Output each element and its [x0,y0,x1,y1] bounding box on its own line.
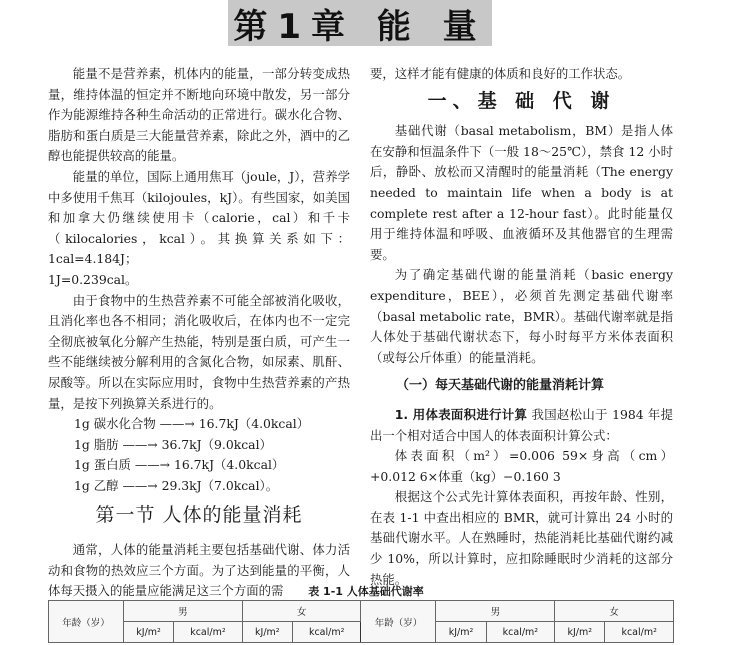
subsection-title: （一）每天基础代谢的能量消耗计算 [396,378,605,394]
chapter-header-band [228,0,492,46]
unit-kcal-header: kcal/m² [486,622,555,643]
heading-basal-metabolism: 一、基 础 代 谢 [427,89,616,112]
section-title: 第一节 人体的能量消耗 [95,504,303,527]
conversion-line: 1g 脂肪 ——→ 36.7kJ（9.0kcal） [74,436,272,452]
paragraph [370,405,673,446]
unit-kj-header: kJ/m² [436,622,486,643]
paragraph: 要，这样才能有健康的体质和良好的工作状态。 [370,66,631,81]
right-column [370,64,673,590]
paragraph: 基础代谢（basal metabolism，BM）是指人体在安静和恒温条件下（一般 18～25℃），禁食 12 小时后，静卧、放松而又清醒时的能量消耗（The energy needed to maintain life when a body is at complete rest after a 12-hour fast）。此时能量仅用于维持体温和呼吸、血液循环及其他器官的生理需要。 [370,123,673,262]
formula: 体表面积（m²）=0.006 59×身高（cm）+0.012 6×体重（kg）−0.160 3 [370,448,673,484]
unit-kcal-header: kcal/m² [292,622,361,643]
female-header: 女 [555,601,674,622]
male-header: 男 [436,601,555,622]
method-text: 我国赵松山于 1984 年提出一个相对适合中国人的体表面积计算公式： [370,406,673,443]
paragraph: 根据这个公式先计算体表面积，再按年龄、性别，在表 1-1 中查出相应的 BMR，就可计算出 24 小时的基础代谢水平。人在熟睡时，热能消耗比基础代谢约减少 10%，所以计算时，应扣除睡眠时少消耗的这部分热能。 [370,489,673,587]
age-header: 年龄（岁） [49,601,124,643]
table-caption: 表 1-1 人体基础代谢率 [308,585,424,598]
table-header-row [49,601,674,622]
paragraph: 1J=0.239cal。 [48,271,138,287]
paragraph: 为了确定基础代谢的能量消耗（basic energy expenditure，BEE），必须首先测定基础代谢率（basal metabolic rate，BMR）。基础代谢率就是指人体处于基础代谢状态下，每小时每平方米体表面积（或每公斤体重）的能量消耗。 [370,267,673,365]
unit-kcal-header: kcal/m² [174,622,243,643]
female-header: 女 [242,601,361,622]
age-header: 年龄（岁） [361,601,436,643]
paragraph: 能量不是营养素，机体内的能量，一部分转变成热量，维持体温的恒定并不断地向环境中散发，另一部分作为能源维持各种生命活动的正常进行。碳水化合物、脂肪和蛋白质是三大能量营养素，除此之外，酒中的乙醇也能提供较高的能量。 [48,66,350,164]
left-column [48,64,350,602]
paragraph: 通常，人体的能量消耗主要包括基础代谢、体力活动和食物的热效应三个方面。为了达到能量的平衡，人体每天摄入的能量应能满足这三个方面的需 [48,542,350,599]
unit-kj-header: kJ/m² [555,622,605,643]
conversion-line: 1g 乙醇 ——→ 29.3kJ（7.0kcal）。 [74,477,279,493]
bmr-table [48,600,674,643]
unit-kj-header: kJ/m² [124,622,174,643]
paragraph: 能量的单位，国际上通用焦耳（joule，J），营养学中多使用千焦耳（kilojoules，kJ）。有些国家，如美国和加拿大仍继续使用卡（calorie，cal）和千卡（kilocalories，kcal）。其换算关系如下：1cal=4.184J； [48,168,350,267]
male-header: 男 [124,601,243,622]
unit-kcal-header: kcal/m² [605,622,674,643]
paragraph: 由于食物中的生热营养素不可能全部被消化吸收，且消化率也各不相同；消化吸收后，在体内也不一定完全彻底被氧化分解产生热能，特别是蛋白质，可产生一些不能继续被分解利用的含氮化合物，如尿素、肌酐、尿酸等。所以在实际应用时，食物中生热营养素的产热量，是按下列换算关系进行的。 [48,292,350,411]
chapter-title: 第1章 能 量 [233,6,487,47]
conversion-line: 1g 碳水化合物 ——→ 16.7kJ（4.0kcal） [74,416,310,432]
unit-kj-header: kJ/m² [242,622,292,643]
conversion-line: 1g 蛋白质 ——→ 16.7kJ（4.0kcal） [74,457,285,473]
method-label: 1. 用体表面积进行计算 [394,406,528,422]
